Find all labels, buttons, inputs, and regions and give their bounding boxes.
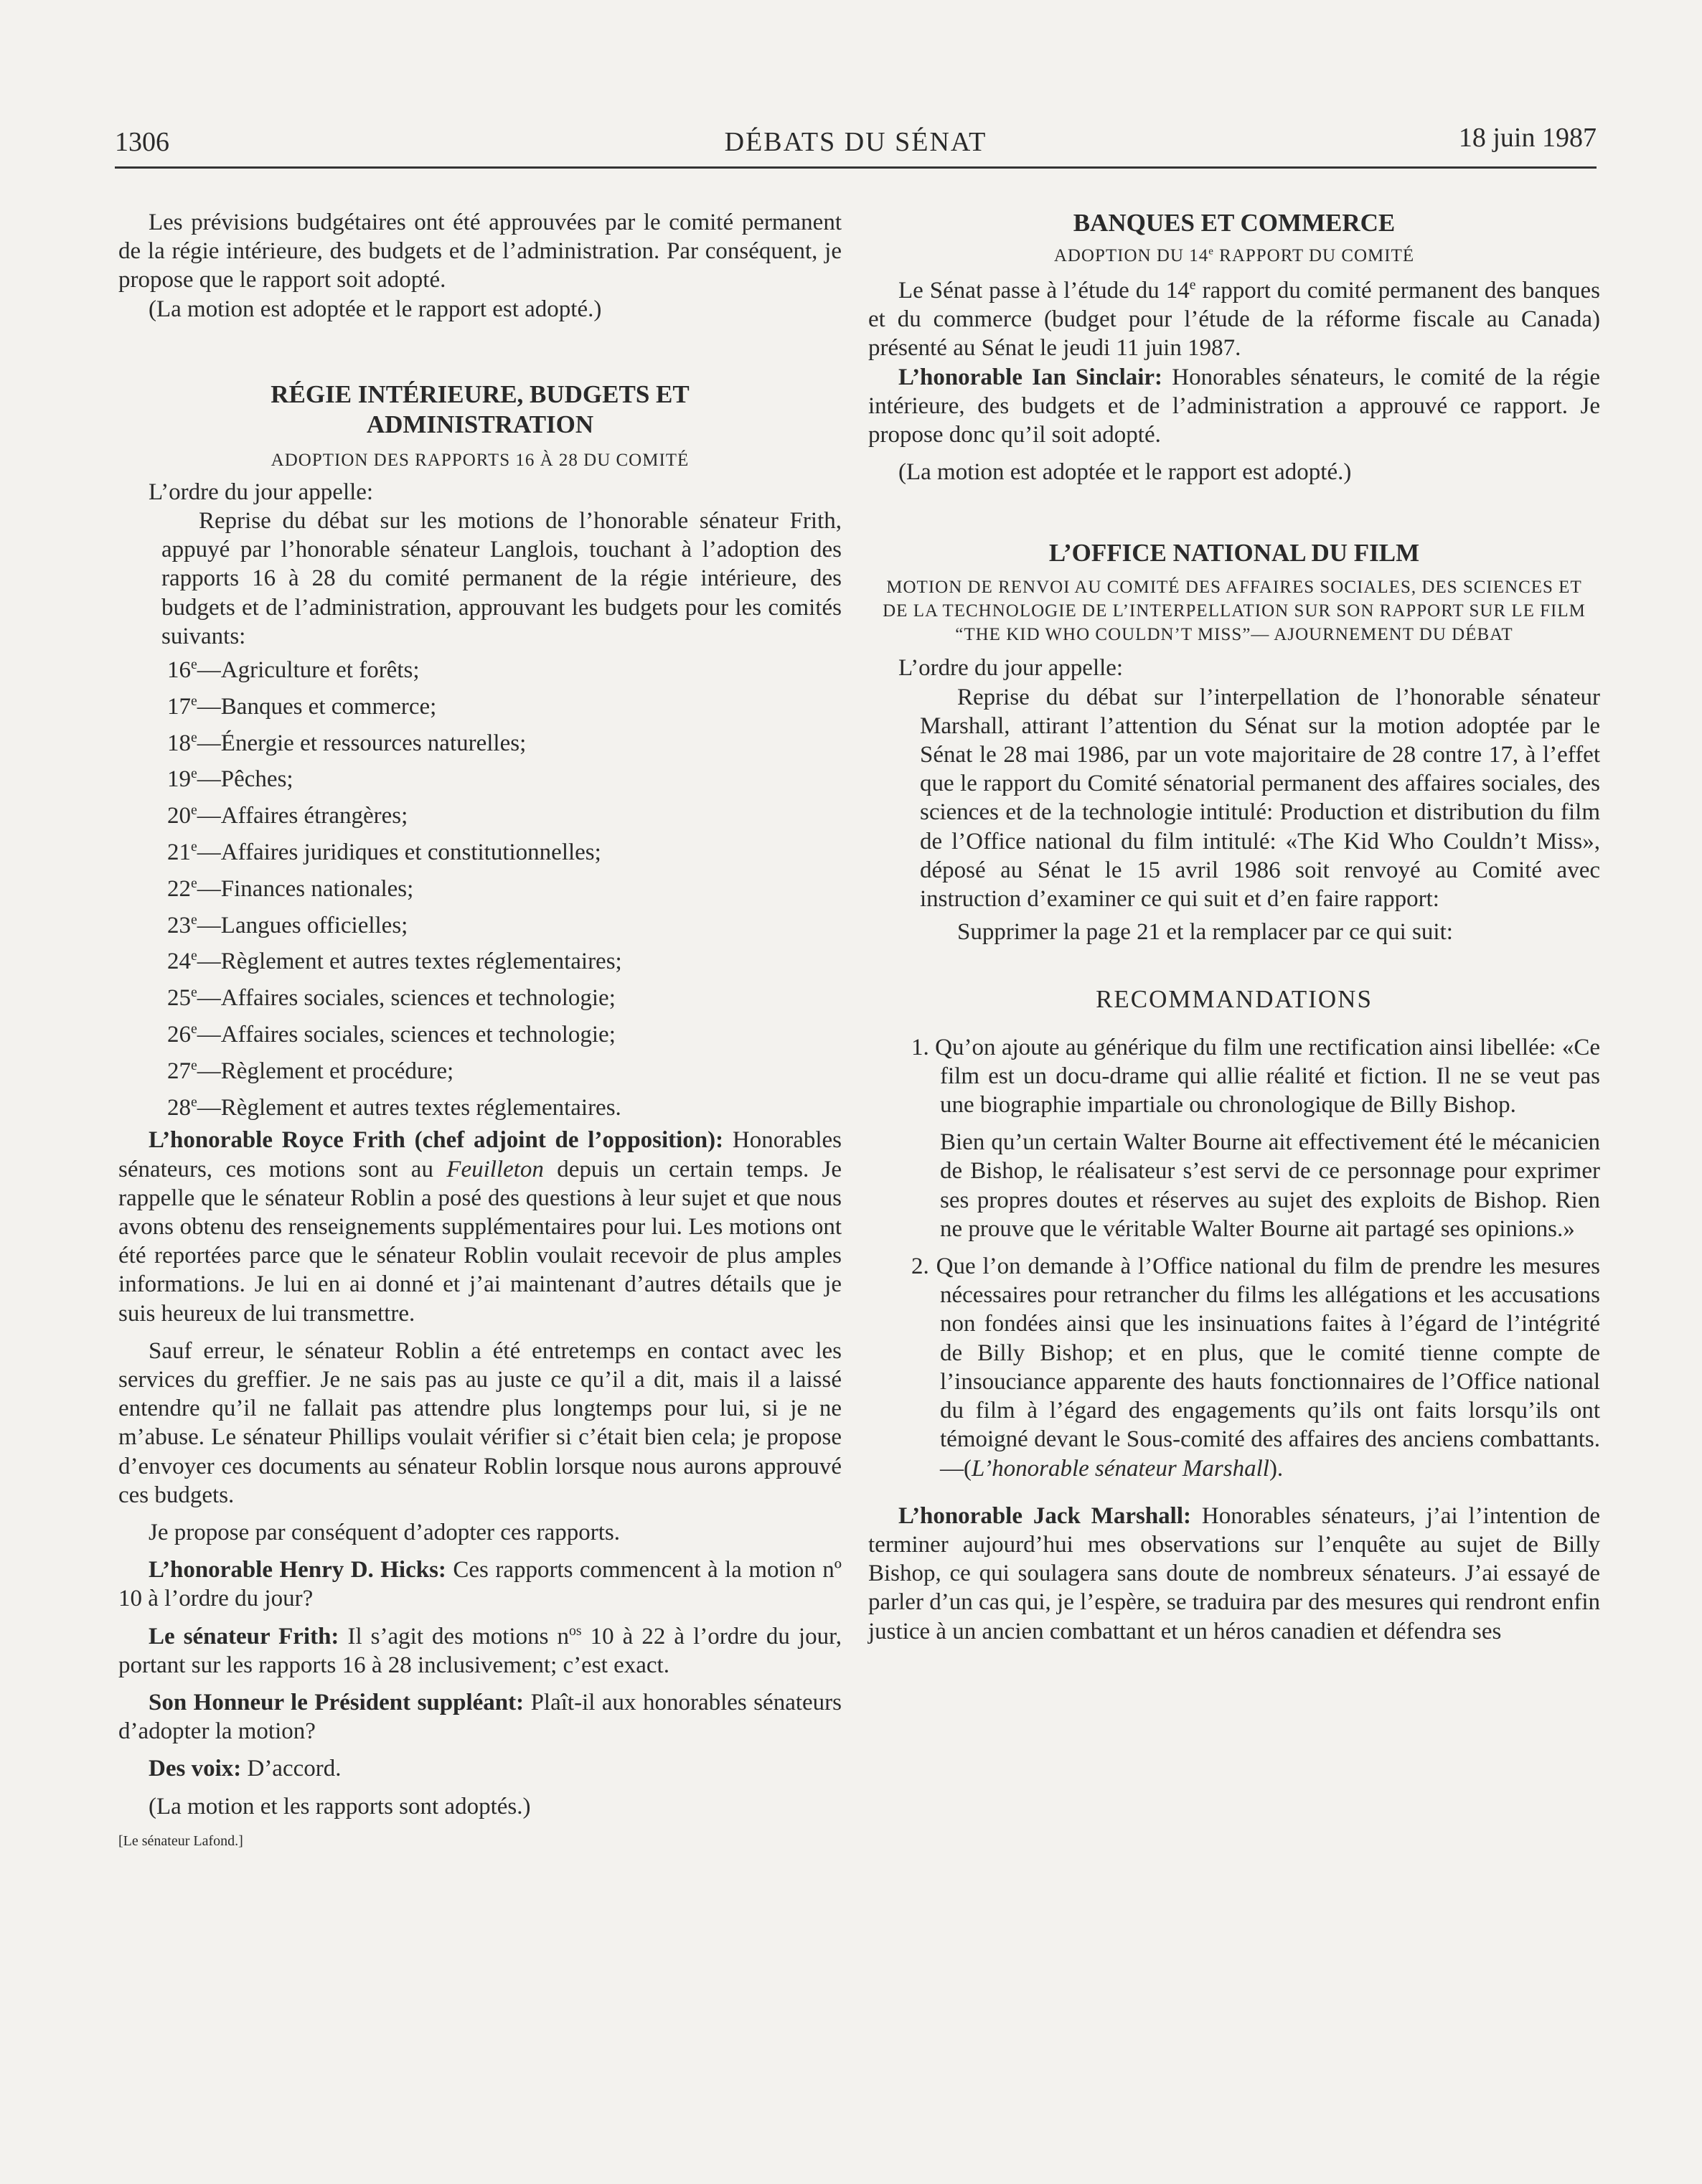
list-item: 19e—Pêches; bbox=[167, 766, 293, 793]
motion-outcome: (La motion est adoptée et le rapport est adopté.) bbox=[898, 459, 1352, 486]
order-of-day: L’ordre du jour appelle: bbox=[149, 479, 374, 505]
right-column bbox=[868, 208, 1600, 1646]
recommendation-1-quote: Bien qu’un certain Walter Bourne ait effectivement été le mécanicien de Bishop, le réalisateur s’est servi de ce personnage pour exprimer ses propres doutes et réserves au sujet des exploits de Bishop. Rien ne prouve que le véritable Walter Bourne ait partagé ses opinions.» bbox=[940, 1129, 1600, 1242]
speech-voices: Des voix: D’accord. bbox=[149, 1756, 342, 1782]
list-item: 16e—Agriculture et forêts; bbox=[167, 656, 420, 684]
list-item: 24e—Règlement et autres textes réglementaires; bbox=[167, 948, 622, 975]
speech-sinclair: L’honorable Ian Sinclair: Honorables sénateurs, le comité de la régie intérieure, des budgets et de l’administration a approuvé ce rapport. Je propose donc qu’il soit adopté. bbox=[868, 364, 1601, 448]
list-item: 23e—Langues officielles; bbox=[167, 911, 408, 938]
speaker-name: L’honorable Jack Marshall: bbox=[898, 1502, 1191, 1529]
list-item: 27e—Règlement et procédure; bbox=[167, 1057, 454, 1084]
recommendations-heading: RECOMMANDATIONS bbox=[1096, 985, 1373, 1014]
resumption-text: Reprise du débat sur l’interpellation de l’honorable sénateur Marshall, attirant l’attention du Sénat sur la motion adoptée par le Sénat le 28 mai 1986, par un vote majoritaire de 28 contre 17, à l’effet que le rapport du Comité sénatorial permanent des affaires sociales, des sciences et de la technologie intitulé: Production et distribution du film de l’Office national du film intitulé: «The Kid Who Couldn’t Miss», déposé au Sénat le 15 avril 1986 soit renvoyé au Comité avec instruction d’examiner ce qui suit et d’en faire rapport: bbox=[920, 684, 1600, 913]
list-item: 18e—Énergie et ressources naturelles; bbox=[167, 729, 527, 756]
paragraph: Le Sénat passe à l’étude du 14e rapport du comité permanent des banques et du commerce (budget pour l’étude de la réforme fiscale au Canada) présenté au Sénat le jeudi 11 juin 1987. bbox=[868, 277, 1600, 362]
section-subheading: ADOPTION DES RAPPORTS 16 À 28 DU COMITÉ bbox=[271, 450, 690, 470]
section-heading: BANQUES ET COMMERCE bbox=[1073, 209, 1396, 237]
page-header bbox=[115, 122, 1597, 165]
list-item: 17e—Banques et commerce; bbox=[167, 692, 437, 720]
paragraph: Sauf erreur, le sénateur Roblin a été entretemps en contact avec les services du greffier. Je ne sais pas au juste ce qu’il a dit, mais il a laissé entendre qu’il ne fallait pas attendre plus longtemps pour lui, si je ne m’abuse. Le sénateur Phillips voulait vérifier si c’était bien cela; je propose d’envoyer ces documents au sénateur Roblin lorsque nous aurons approuvé ces budgets. bbox=[118, 1337, 842, 1508]
list-item: 25e—Affaires sociales, sciences et technologie; bbox=[167, 984, 616, 1012]
speaker-name: Le sénateur Frith: bbox=[149, 1623, 339, 1649]
motion-outcome: (La motion est adoptée et le rapport est adopté.) bbox=[149, 296, 602, 322]
list-item: 26e—Affaires sociales, sciences et technologie; bbox=[167, 1021, 616, 1048]
recommendation-2: 2. Que l’on demande à l’Office national du film de prendre les mesures nécessaires pour retrancher du films les allégations et les accusations non fondées ainsi que les insinuations faites à l’égard de l’intégrité de Billy Bishop; et en plus, que le comité tienne compte de l’insouciance apparente des hauts fonctionnaires de l’Office national du film à l’égard des engagements qu’ils ont faits lorsqu’ils ont témoigné devant le Sous-comité des affaires des anciens combattants.—(L’honorable sénateur Marshall). bbox=[911, 1253, 1600, 1482]
motion-outcome: (La motion et les rapports sont adoptés.) bbox=[149, 1793, 531, 1820]
section-subheading: MOTION DE RENVOI AU COMITÉ DES AFFAIRES SOCIALES, DES SCIENCES ET DE LA TECHNOLOGIE DE L’INTERPELLATION SUR SON RAPPORT SUR LE FILM “THE KID WHO COULDN’T MISS”— AJOURNEMENT DU DÉBAT bbox=[883, 578, 1586, 645]
page-date: 18 juin 1987 bbox=[1458, 123, 1597, 153]
speech-frith-2: Le sénateur Frith: Il s’agit des motions $n^{os}$ 10 à 22 à l’ordre du jour, portant sur les rapports 16 à 28 inclusivement; c’est exact. bbox=[118, 1622, 842, 1678]
speaker-name: Son Honneur le Président suppléant: bbox=[149, 1690, 525, 1716]
order-of-day: L’ordre du jour appelle: bbox=[898, 655, 1124, 682]
left-column bbox=[118, 208, 842, 1851]
section-heading: RÉGIE INTÉRIEURE, BUDGETS ET ADMINISTRATION bbox=[271, 380, 690, 438]
speaker-name: L’honorable Royce Frith (chef adjoint de l’opposition): bbox=[149, 1127, 724, 1154]
speaker-name: Des voix: bbox=[149, 1756, 242, 1782]
list-item: 22e—Finances nationales; bbox=[167, 875, 414, 902]
speaker-name: L’honorable Henry D. Hicks: bbox=[149, 1557, 446, 1583]
speech-president: Son Honneur le Président suppléant: Plaît-il aux honorables sénateurs d’adopter la motion? bbox=[118, 1690, 842, 1745]
paragraph: Supprimer la page 21 et la remplacer par ce qui suit: bbox=[957, 919, 1453, 946]
paragraph: Les prévisions budgétaires ont été approuvées par le comité permanent de la régie intérieure, des budgets et de l’administration. Par conséquent, je propose que le rapport soit adopté. bbox=[118, 210, 842, 293]
page-number: 1306 bbox=[115, 127, 169, 157]
section-heading: L’OFFICE NATIONAL DU FILM bbox=[1048, 539, 1420, 568]
list-item: 20e—Affaires étrangères; bbox=[167, 802, 408, 829]
header-rule bbox=[115, 166, 1597, 169]
speaker-name: L’honorable Ian Sinclair: bbox=[898, 364, 1163, 390]
list-item: 28e—Règlement et autres textes réglementaires. bbox=[167, 1093, 621, 1121]
speech-marshall: L’honorable Jack Marshall: Honorables sénateurs, j’ai l’intention de terminer aujourd’hui mes observations sur l’enquête au sujet de Billy Bishop, ce qui soulagera sans doute de nombreux sénateurs. J’ai essayé de parler d’un cas qui, je l’espère, se traduira par des mesures qui rendront enfin justice à un ancien combattant et un héros canadien et défendra ses bbox=[868, 1502, 1601, 1644]
committee-list bbox=[118, 652, 842, 1126]
speech-frith: L’honorable Royce Frith (chef adjoint de l’opposition): Honorables sénateurs, ces motions sont au Feuilleton depuis un certain temps. Je rappelle que le sénateur Roblin a posé des questions à leur sujet et que nous avons obtenu des renseignements supplémentaires pour lui. Les motions ont été reportées parce que le sénateur Roblin voulait recevoir de plus amples informations. Je lui en ai donné et j’ai maintenant d’autres détails que je suis heureux de lui transmettre. bbox=[118, 1127, 842, 1327]
speech-hicks: L’honorable Henry D. Hicks: Ces rapports commencent à la motion nº 10 à l’ordre du jour? bbox=[118, 1557, 842, 1612]
footnote: [Le sénateur Lafond.] bbox=[118, 1832, 243, 1849]
resumption-text: Reprise du débat sur les motions de l’honorable sénateur Frith, appuyé par l’honorable sénateur Langlois, touchant à l’adoption des rapports 16 à 28 du comité permanent de la régie intérieure, des budgets et de l’administration, approuvant les budgets pour les comités suivants: bbox=[161, 508, 842, 649]
section-subheading: ADOPTION DU 14e RAPPORT DU COMITÉ bbox=[1053, 245, 1415, 265]
paragraph: Je propose par conséquent d’adopter ces rapports. bbox=[149, 1520, 621, 1546]
recommendation-1: 1. Qu’on ajoute au générique du film une rectification ainsi libellée: «Ce film est un docu-drame qui allie réalité et fiction. Il ne se veut pas une biographie impartiale ou chronologique de Billy Bishop. bbox=[911, 1034, 1600, 1119]
running-title: DÉBATS DU SÉNAT bbox=[724, 127, 987, 157]
list-item: 21e—Affaires juridiques et constitutionnelles; bbox=[167, 839, 601, 866]
